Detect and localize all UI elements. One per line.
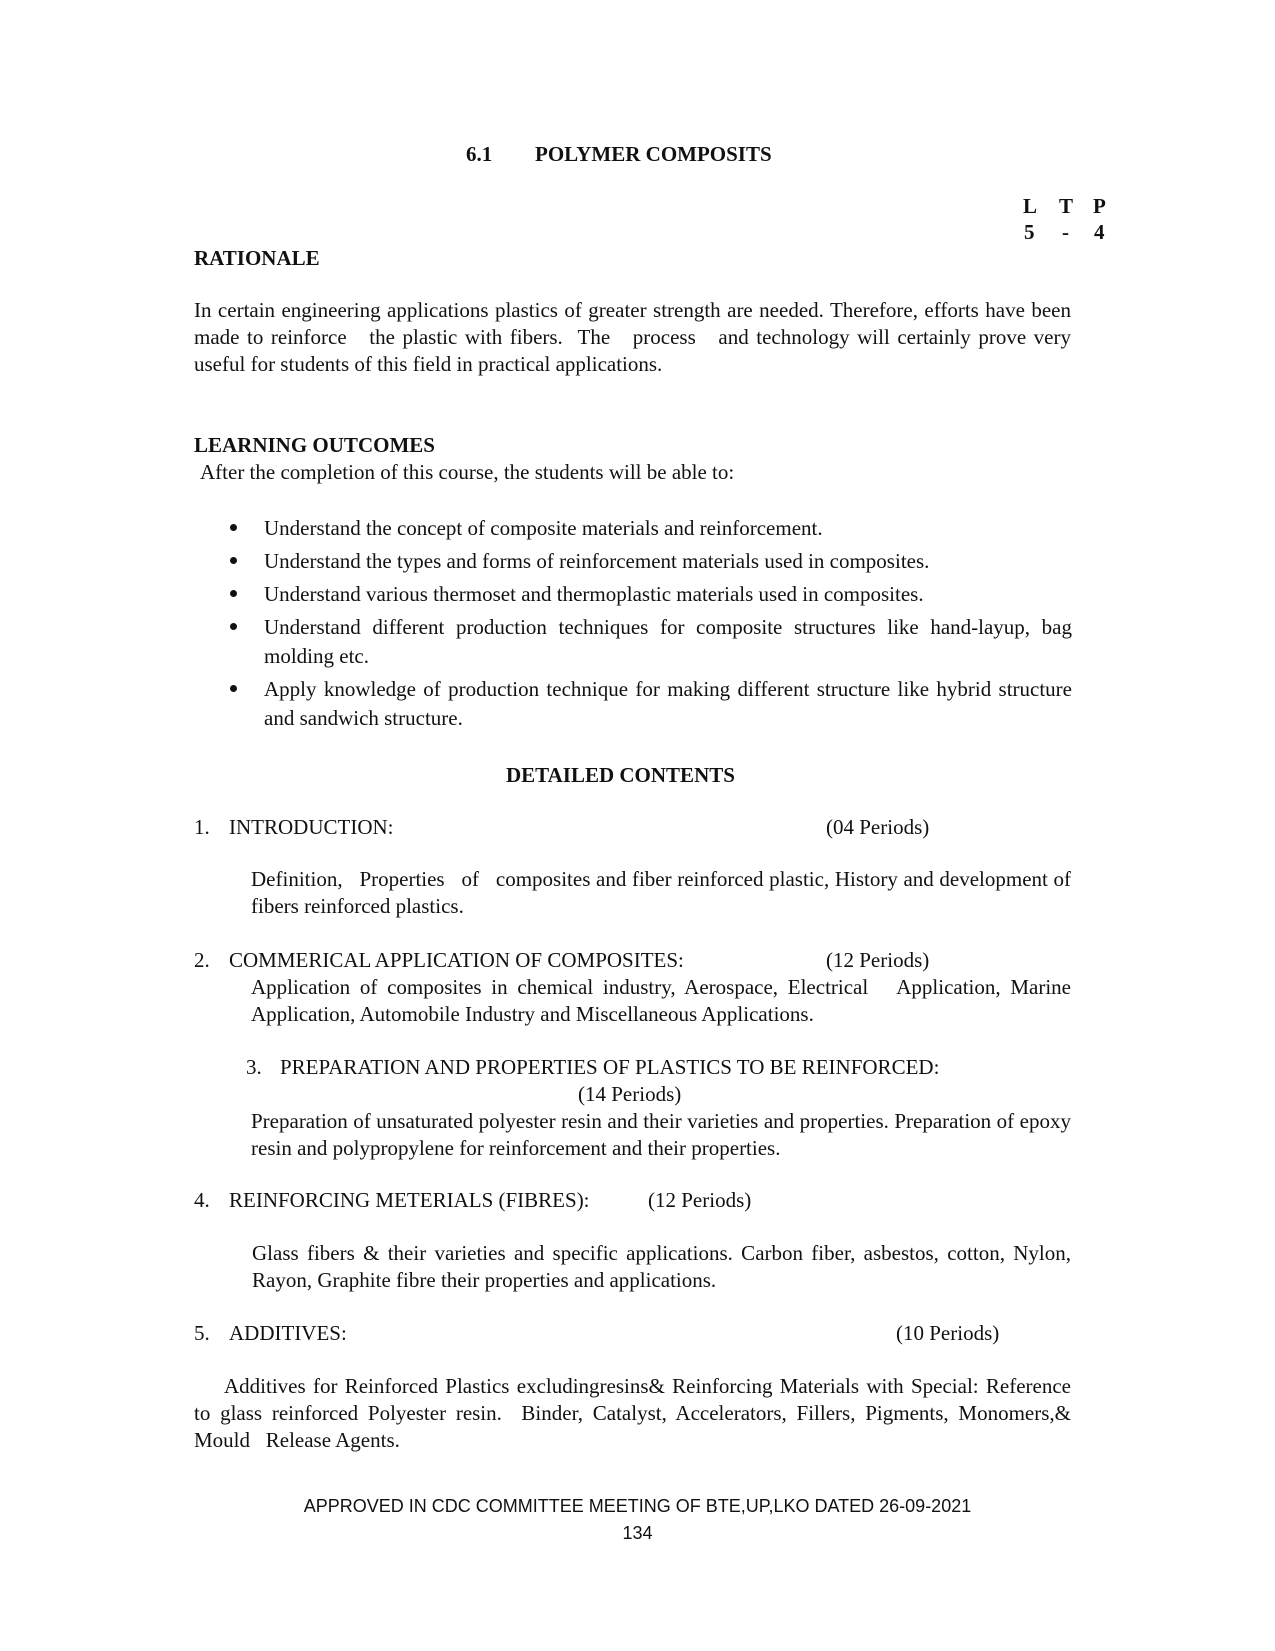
list-item-text: Understand the types and forms of reinforcement materials used in composites. <box>264 549 930 573</box>
bullet-icon <box>230 623 237 630</box>
section-body: Application of composites in chemical industry, Aerospace, Electrical Application, Marine Application, Automobile Industry and Miscellaneous Applications. <box>251 975 1076 1026</box>
section-number: 4. <box>194 1188 210 1212</box>
section-title: COMMERICAL APPLICATION OF COMPOSITES: <box>229 948 684 972</box>
section-title: PREPARATION AND PROPERTIES OF PLASTICS TO BE REINFORCED: <box>280 1055 940 1079</box>
list-item <box>230 580 1080 609</box>
bullet-icon <box>230 557 237 564</box>
title-number: 6.1 <box>466 142 493 166</box>
detailed-contents-heading: DETAILED CONTENTS <box>506 763 735 787</box>
ltp-value-p: 4 <box>1094 220 1105 244</box>
list-item-text: Apply knowledge of production technique for making different structure like hybrid structure and sandwich structure. <box>264 677 1072 730</box>
section-title: REINFORCING METERIALS (FIBRES): <box>229 1188 590 1212</box>
rationale-heading: RATIONALE <box>194 246 320 270</box>
list-item-text: Understand different production techniques for composite structures like hand-layup, bag molding etc. <box>264 615 1072 668</box>
page-number: 134 <box>622 1523 653 1543</box>
learning-outcomes-heading: LEARNING OUTCOMES <box>194 433 435 457</box>
list-item <box>230 514 1080 543</box>
section-title: ADDITIVES: <box>229 1321 347 1345</box>
section-body: Definition, Properties of composites and fiber reinforced plastic, History and development of fibers reinforced plastics. <box>251 867 1077 918</box>
list-item-text: Understand the concept of composite materials and reinforcement. <box>264 516 823 540</box>
section-periods: (12 Periods) <box>826 948 930 972</box>
ltp-value-t: - <box>1062 220 1069 244</box>
list-item <box>230 613 1072 671</box>
section-periods: (04 Periods) <box>826 815 930 839</box>
section-periods: (10 Periods) <box>896 1321 1000 1345</box>
section-number: 5. <box>194 1321 210 1345</box>
section-body: Additives for Reinforced Plastics excludingresins& Reinforcing Materials with Special: Reference to glass reinforced Polyester resin. Binder, Catalyst, Accelerators, Fillers, Pigments, Monomers,& Mould Release Agents. <box>194 1374 1082 1452</box>
section-title: INTRODUCTION: <box>229 815 394 839</box>
learning-outcomes-intro: After the completion of this course, the students will be able to: <box>200 460 735 484</box>
list-item <box>230 675 1072 733</box>
section-periods: (12 Periods) <box>648 1188 752 1212</box>
section-body: Preparation of unsaturated polyester resin and their varieties and properties. Preparation of epoxy resin and polypropylene for reinforcement and their properties. <box>251 1109 1077 1160</box>
rationale-text: In certain engineering applications plastics of greater strength are needed. Therefore, efforts have been made to reinforce the plastic with fibers. The process and technology will certainly prove very useful for students of this field in practical applications. <box>194 298 1077 376</box>
bullet-icon <box>230 524 237 531</box>
bullet-icon <box>230 685 237 692</box>
section-body: Glass fibers & their varieties and specific applications. Carbon fiber, asbestos, cotton, Nylon, Rayon, Graphite fibre their properties and applications. <box>252 1241 1077 1292</box>
ltp-header-p: P <box>1093 194 1106 218</box>
ltp-value-l: 5 <box>1024 220 1035 244</box>
approval-footer: APPROVED IN CDC COMMITTEE MEETING OF BTE,UP,LKO DATED 26-09-2021 <box>303 1496 972 1516</box>
section-number: 3. <box>246 1055 262 1079</box>
list-item-text: Understand various thermoset and thermoplastic materials used in composites. <box>264 582 924 606</box>
section-periods: (14 Periods) <box>578 1082 682 1106</box>
section-number: 1. <box>194 815 210 839</box>
bullet-icon <box>230 590 237 597</box>
list-item <box>230 547 1080 576</box>
ltp-header-l: L <box>1023 194 1038 218</box>
page-title: POLYMER COMPOSITS <box>535 142 772 166</box>
section-number: 2. <box>194 948 210 972</box>
ltp-header-t: T <box>1059 194 1074 218</box>
